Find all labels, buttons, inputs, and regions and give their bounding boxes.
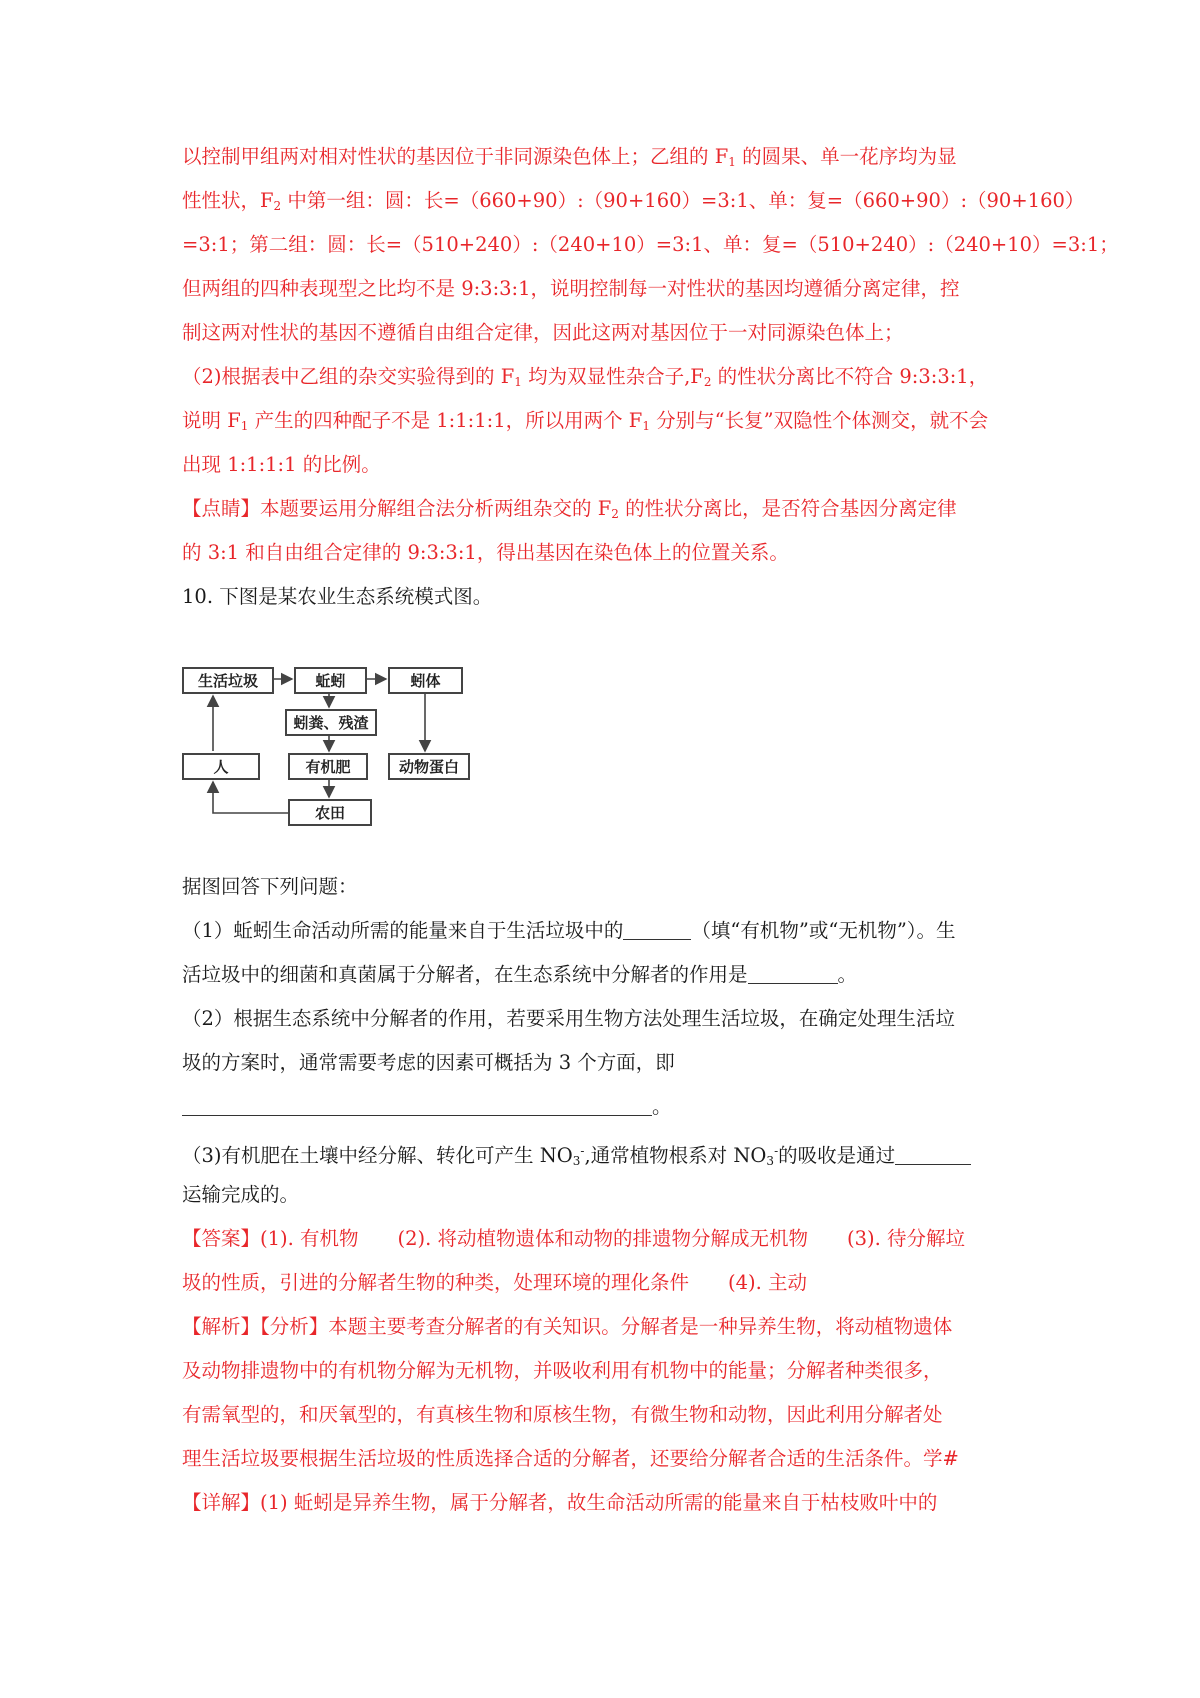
analysis-line-1: 以控制甲组两对相对性状的基因位于非同源染色体上；乙组的 $F_1$ 的圆果、单一花序均为显 xyxy=(182,145,957,169)
q1-blank-2[interactable] xyxy=(748,965,838,984)
explanation-line-2: 及动物排遗物中的有机物分解为无机物，并吸收利用有机物中的能量；分解者种类很多， xyxy=(182,1359,943,1382)
box-dung-residue: 蚓粪、残渣 xyxy=(285,709,377,736)
box-garbage: 生活垃圾 xyxy=(182,667,274,694)
comment-line-2: 的 3:1 和自由组合定律的 9:3:3:1，得出基因在染色体上的位置关系。 xyxy=(182,541,789,564)
q3-line-2: 运输完成的。 xyxy=(182,1183,300,1206)
q3-line-1: （3)有机肥在土壤中经分解、转化可产生 $NO_3^-$,通常植物根系对 $NO_3^-$的吸收是通过 xyxy=(182,1136,1020,1176)
q2-line-3: 。 xyxy=(182,1092,1020,1122)
q2-line-2: 圾的方案时，通常需要考虑的因素可概括为 3 个方面，即 xyxy=(182,1051,675,1074)
analysis-line-3: =3:1；第二组：圆：长=（510+240）:（240+10）=3:1、单：复=（510+240）:（240+10）=3:1； xyxy=(182,233,1119,256)
box-animal-protein: 动物蛋白 xyxy=(388,753,470,780)
q1-line-1: （1）蚯蚓生命活动所需的能量来自于生活垃圾中的 （填“有机物”或“无机物”）。生 xyxy=(182,919,956,942)
analysis-line-6: （2)根据表中乙组的杂交实验得到的 $F_1$ 均为双显性杂合子$,F_2$ 的性状分离比不符合 9:3:3:1， xyxy=(182,365,989,389)
answer-line-2: 圾的性质，引进的分解者生物的种类，处理环境的理化条件 (4). 主动 xyxy=(182,1271,808,1294)
q1-line-2: 活垃圾中的细菌和真菌属于分解者，在生态系统中分解者的作用是 。 xyxy=(182,963,858,986)
q2-blank[interactable] xyxy=(182,1097,652,1116)
question-prompt: 据图回答下列问题： xyxy=(182,875,358,898)
explanation-line-1: 【解析】【分析】本题主要考查分解者的有关知识。分解者是一种异养生物，将动植物遗体 xyxy=(182,1315,953,1338)
explanation-line-3: 有需氧型的，和厌氧型的，有真核生物和原核生物，有微生物和动物，因此利用分解者处 xyxy=(182,1403,943,1426)
explanation-line-4: 理生活垃圾要根据生活垃圾的性质选择合适的分解者，还要给分解者合适的生活条件。学# xyxy=(182,1447,959,1470)
box-earthworm: 蚯蚓 xyxy=(294,667,367,694)
analysis-line-5: 制这两对性状的基因不遵循自由组合定律，因此这两对基因位于一对同源染色体上； xyxy=(182,321,904,344)
q2-line-1: （2）根据生态系统中分解者的作用，若要采用生物方法处理生活垃圾，在确定处理生活垃 xyxy=(182,1007,955,1030)
answer-line-1: 【答案】(1). 有机物 (2). 将动植物遗体和动物的排遗物分解成无机物 (3). 待分解垃 xyxy=(182,1227,966,1250)
ecosystem-diagram xyxy=(182,667,492,852)
detail-line-1: 【详解】(1) 蚯蚓是异养生物，属于分解者，故生命活动所需的能量来自于枯枝败叶中的 xyxy=(182,1491,938,1514)
box-organic-manure: 有机肥 xyxy=(288,753,368,780)
analysis-line-8: 出现 1:1:1:1 的比例。 xyxy=(182,453,381,476)
q3-blank[interactable] xyxy=(895,1146,971,1165)
comment-line-1: 【点睛】本题要运用分解组合法分析两组杂交的 $F_2$ 的性状分离比，是否符合基因分离定律 xyxy=(182,497,957,521)
analysis-line-2: 性性状，$F_2$ 中第一组：圆：长=（660+90）:（90+160）=3:1、单：复=（660+90）:（90+160） xyxy=(182,189,1085,213)
box-person: 人 xyxy=(182,753,260,780)
analysis-line-4: 但两组的四种表现型之比均不是 9:3:3:1，说明控制每一对性状的基因均遵循分离定律，控 xyxy=(182,277,960,300)
box-farmland: 农田 xyxy=(288,799,372,826)
analysis-line-7: 说明 $F_1$ 产生的四种配子不是 1:1:1:1，所以用两个 $F_1$ 分别与“长复”双隐性个体测交，就不会 xyxy=(182,409,989,433)
box-worm-body: 蚓体 xyxy=(388,667,463,694)
q1-blank-1[interactable] xyxy=(623,921,691,940)
question-stem: 10. 下图是某农业生态系统模式图。 xyxy=(182,585,493,608)
